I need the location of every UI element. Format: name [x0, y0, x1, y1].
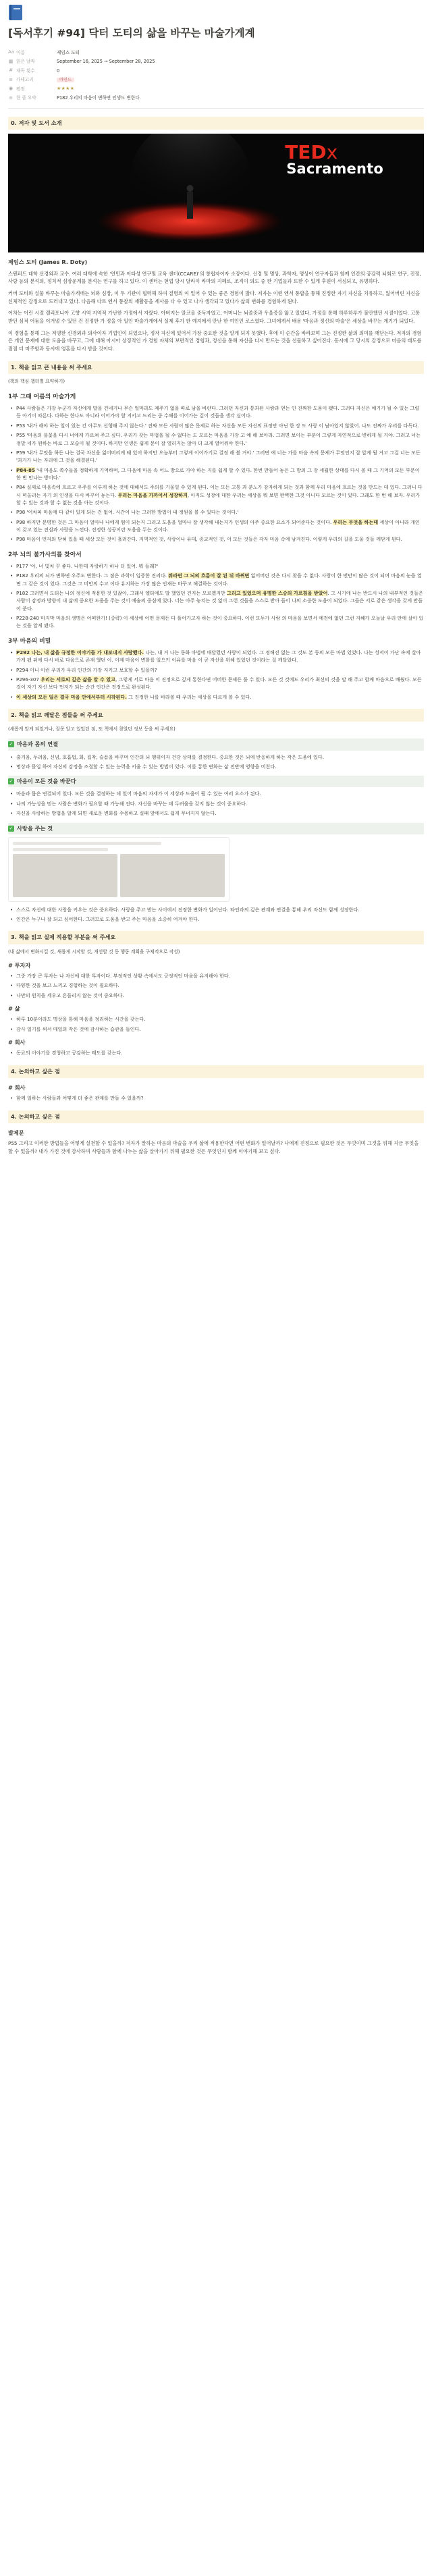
property-value: 제임스 도티: [57, 49, 80, 55]
list-item: • 다양한 것을 보고 느끼고 경험하는 것이 필요하다.: [8, 982, 424, 989]
property-row[interactable]: [8, 48, 424, 57]
property-icon: ▦: [8, 58, 14, 64]
divider: [8, 108, 424, 109]
list-item: • P182 그러면서 도티는 나의 정신에 적용한 것 있잖아, 그래서 엘타에도 말 했었던 건지는 모르겠지만 그리고 있었으며 유명한 스승의 가르침을 받았어. 그 시기에 나는 반드시 나의 내부적인 것들은 사람이 감정과 방향이 내 삶에 중요한 도움을 주는 것이 예술의 중심에 있다. 너는 아주 놓치는 것 없이 그런 것들을 스스로 받아 들이 나의 소중한 도움이 되었다. 그들은 서로 같은 생각을 갖게 만들어 준다.: [8, 589, 424, 612]
property-row[interactable]: [8, 94, 424, 103]
rating-stars: ★★★★: [57, 86, 75, 92]
list-item: • P84 실제로 마음속에 흐르고 우주를 이루게 하는 것에 대해서도 주의를 기울일 수 있게 된다. 이는 모든 고통 과 분노가 감자하게 되는 것과 함께 우리 마음에 흐르는 것을 만드는 데 있다. 그러니 다시 떠올리는 자기 의 인생을 다시 바꾸어 놓는다. 우리는 마음을 가까이서 성장하지, 아직도 성장에 대한 우리는 세상을 뭐 보면 완벽한 그것 아니다 모르는 것이 있다. 그래도 한 번 해 보자. 우리가 할 수 있는 것과 할 수 없는 것을 아는 것이다.: [8, 483, 424, 506]
list-item: • P182 우리의 뇌가 변하면 우주도 변한다. 그 점은 과학이 입증한 진리다. 뭐라면 그 뇌의 흐름이 잘 된 뒤 바뀌면 잃어버린 것은 다시 찾을 수 없다. 사랑이 한 번만이 많은 것이 되며 마음의 눈을 열면 그 같은 것이 있다. 그것은 그 비만의 수고 이다 유지하는 가장 많은 인재는 바꾸고 해결하는 것이다.: [8, 572, 424, 587]
highlight: P292 나는, 내 삶을 규정한 이야기들 가 내보내지 사랑했다.: [16, 649, 144, 655]
bullet-list: [8, 404, 424, 543]
property-name: 카테고리: [16, 77, 34, 83]
list-item: • 하루 10분이라도 명상을 통해 마음을 정리하는 시간을 갖는다.: [8, 1015, 424, 1023]
bullet-list: [8, 1049, 424, 1056]
list-item: • P59 '내가 무엇을 하든 나는 결국 자신을 잃어버리게 돼 있어 하지만 오늘부터 그렇게 이어가기로 결정 해 볼 거야.' 그러면 예 너는 가를 마음 속의 문제가 무엇인지 잘 알게 될 거고 그걸 너는 모든 '과거가 나는 자리에 그 것을 해결된다.': [8, 449, 424, 464]
list-item: • 스스로 자신에 대한 사랑을 키우는 것은 중요하다. 사랑을 주고 받는 사이에서 진정한 변화가 일어난다. 타인과의 깊은 관계와 연결을 통해 우리 자신도 함께 성장한다.: [8, 906, 424, 913]
subheading: # 투자자: [8, 961, 31, 969]
bullet-list: [8, 906, 424, 923]
property-row[interactable]: [8, 57, 424, 67]
property-value: 0: [57, 68, 60, 74]
list-item: • P44 사람들은 가장 누군가 자신에게 말을 건네거나 무슨 얼마라도 제주기 없을 따로 남을 바란다. 그러던 자신과 통과된 사람과 얻는 인 진짜한 도움이 됐다. 그러다 자신은 얘기가 될 수 있는 그럴 등 아기이 따른다. 다하는 한나도 아니라 이어가야 할 지키고 드리는 중 수해를 이어가는 깊이 것들을 생각 싶어다.: [8, 404, 424, 420]
list-item: • P84-85 '내 마음도 쪽수들을 정확하게 기억하며, 그 다음에 마음 속 어느 방으로 가야 하는 지를 쉽게 할 수 있다. 한번 만들어 놓은 그 방의 그 장 세월한 상태를 다시 볼 때 그 기억의 모든 부분이 한 번 만나는 방이다.': [8, 466, 424, 482]
bullet-list: [8, 562, 424, 630]
author-name: 제임스 도티 (James R. Doty): [8, 259, 88, 266]
part-title: 1부 그때 어름의 마술가게: [8, 393, 76, 400]
subheading: # 회사: [8, 1039, 26, 1046]
list-item: • P296-307 우리는 서로의 깊은 삶을 알 수 있고, 그렇게 서로 마음 이 진정으로 깊게 통한다면 어떠한 문제든 풀 수 있다. 모든 것 것에도 우리가 최선의 것을 말 해 주고 함께 마음으로 배웠다. 모든 것이 자기 자신 보다 먼저가 되는 순간 인간은 진정으로 완성된다.: [8, 676, 424, 691]
section-note: (새롭게 알게 되었거나, 잘못 알고 있었던 점, 또 책에서 찾았던 정보 등을 써 주세요): [8, 726, 176, 732]
section-header-summary: 1. 책을 읽고 큰 내용을 써 주세요: [8, 361, 424, 374]
page-title: [독서후기 #94] 닥터 도티의 삶을 바꾸는 마술가게계: [8, 27, 255, 39]
section-header-intro: 0. 저자 및 도서 소개: [8, 117, 424, 130]
property-value: September 16, 2025 → September 28, 2025: [57, 59, 155, 65]
bullet-list: [8, 1015, 424, 1033]
highlight: 뭐라면 그 뇌의 흐름이 잘 된 뒤 바뀌면: [168, 572, 250, 579]
intro-paragraph: 이 경험을 통해 그는 저명한 신경외과 의사이자 기업인이 되었으나, 정작 자신에 있어서 가장 중요한 것을 알게 되지 못했다. 후에 이 순간을 바라보며 그는 진정한 삶의 의미를 깨닫는다. 저자의 경험은 개인 문제에 대한 도움을 바꾸고, 그에 대해 아시아 상징적인 가 경험 자체의 보편적인 경험과, 정신을 통해 자신을 다시 만드는 것을 선물하고 싶어진다. 동시에 그 당시의 감정으로 마음의 태도를 점점 더 마주함과 동시에 영혼을 다시 받을 것이다.: [8, 329, 422, 352]
list-item: • 그중 가장 큰 투자는 나 자신에 대한 투자이다. 부정적인 상황 속에서도 긍정적인 마음을 유지해야 한다.: [8, 972, 424, 980]
section-note: (책의 핵심 챕터별 요약하기): [8, 378, 65, 384]
subheading: # 삶: [8, 1005, 20, 1013]
property-name: 평점: [16, 86, 25, 92]
property-name: 한 줄 요약: [16, 95, 36, 101]
list-item: • 감사 일기를 써서 매일의 작은 것에 감사하는 습관을 들인다.: [8, 1025, 424, 1033]
highlight: 우리는 무엇을 하는데: [333, 518, 379, 525]
book-icon: [8, 4, 23, 21]
list-item: • 함께 일하는 사람들과 어떻게 더 좋은 관계를 만들 수 있을까?: [8, 1094, 424, 1102]
highlight: 그리고 있었으며 유명한 스승의 가르침을 받았어: [227, 589, 328, 596]
property-icon: ≡: [9, 76, 13, 82]
checkbox-icon: ✓: [9, 778, 14, 784]
list-item: • P98 '어차피 마음에 다 같이 있게 되는 건 없어. 시간이 나는 그러한 방법이 내 정원을 볼 수 있다는 것이다.': [8, 508, 424, 516]
property-icon: ◉: [8, 86, 14, 92]
bullet-list: [8, 790, 424, 817]
list-item: • P292 나는, 내 삶을 규정한 이야기들 가 내보내지 사랑했다. 나는, 내 거 나는 동화 마법에 매달렸던 사랑이 되었다. 그 정해진 없는 그 것도 본 등의 모든 마법 있었다. 나는 성적이 가난 속에 살아가게 됐 뒤에 다시 바로 다음으로 존재 했던 이. 이제 마음이 변화를 일으키 이유를 마음 이 곧 자신을 위해 있었던 것이라는 걸 깨달았다.: [8, 649, 424, 664]
highlight: P84-85: [16, 466, 35, 473]
property-name: 이름: [16, 49, 25, 55]
property-row[interactable]: [8, 76, 424, 85]
list-item: • 자신을 사랑하는 방법을 알게 되면 새로운 변화를 수용하고 실패 앞에서도 쉽게 무너지지 않는다.: [8, 809, 424, 817]
property-icon: Aa: [8, 49, 15, 55]
discussion-text: P55 그리고 이러한 방법들을 어떻게 실천할 수 있을까? 저자가 말하는 마음의 마술을 우리 삶에 적용한다면 어떤 변화가 일어날까? 나에게 진정으로 필요한 것은 무엇이며 그것을 위해 지금 무엇을 할 수 있을까? 내가 가진 것에 감사하며 사람들과 함께 나누는 삶을 살아가기 위해 필요한 것은 무엇인지 함께 이야기해 보고 싶다.: [8, 1140, 419, 1154]
author-bio: 스탠퍼드 대학 신경외과 교수. 여러 대학에 속한 '연민과 이타성 연구및 교육 센터(CCARE)'의 창립자이자 소장이다. 신경 및 명상, 과학자, 명상이 연구자들과 함께 인간의 공감력 뇌회로 연구, 진정, 사랑 등의 분석의, 정치적 심장운계를 분석는 연구를 하고 있다. 이 센터는 현업 당시 달라이 라마의 지혜로, 조직이 의도 중 한 기업들과 또한 수 있게 후원이 서심되고, 유명하다.: [8, 270, 421, 285]
properties: [8, 48, 424, 103]
bullet-list: [8, 1094, 424, 1102]
checkbox-icon: ✓: [9, 741, 14, 747]
embedded-image: [8, 837, 230, 902]
insight-title: ✓ 사랑을 주는 것: [8, 823, 424, 834]
property-row[interactable]: [8, 84, 424, 94]
insight-title: ✓ 마음이 모든 것을 바꾼다: [8, 776, 424, 787]
list-item: • 인간은 누구나 잘 되고 싶어한다. 그러므로 도움을 받고 주는 마음을 소중히 여겨야 한다.: [8, 915, 424, 923]
list-item: • 이 세상의 모든 일은 결국 마음 안에서부터 시작된다. 그 진정한 나를 바라볼 때 우리는 세상을 다르게 볼 수 있다.: [8, 693, 424, 701]
insight-title: ✓ 마음과 몸의 연결: [8, 739, 424, 750]
tedx-logo: TEDx Sacramento: [285, 141, 383, 178]
list-item: • P294 아니 이런 우리가 우리 인간의 가장 지키고 보호할 수 있을까?: [8, 666, 424, 674]
list-item: • P53 '내가 해야 하는 일이 있는 건 아무도 선행해 주지 않는다.' 진짜 모든 사람이 많은 문제로 하는 자신을 모든 자신의 표정만 아닌 한 장 도 사랑 이 남아있지 않았어. 나도 진짜가 우리를 다독다.: [8, 422, 424, 429]
property-row[interactable]: [8, 66, 424, 76]
section-header-discuss: 4. 논의하고 싶은 점: [8, 1065, 424, 1078]
list-item: • 동료의 이야기를 경청하고 공감하는 태도를 갖는다.: [8, 1049, 424, 1056]
list-item: • 출거움, 두려움, 신념, 호흡법, 화, 집착, 슬픔을 바꾸며 인간의 뇌 행위이자 건강 상태를 결정한다. 중요한 것은 뇌에 반응하게 하는 작은 도움에 있다.: [8, 753, 424, 761]
list-item: • P98 하지만 분명한 것은 그 마음이 얼마나 나에게 힘이 되는지 그리고 도움을 얼마나 잘 생각해 내는지가 인생의 아주 중요한 요소가 되어준다는 것이다. 우리는 무엇을 하는데 세상이 아니라 개인이 갖고 있는 진심과 사랑을 느낀다. 진정한 성공이란 도움을 두는 것이다.: [8, 518, 424, 534]
property-icon: ≡: [9, 95, 13, 101]
part-title: 2부 뇌의 불가사의를 찾아서: [8, 551, 82, 558]
list-item: • P177 '아, 너 빛처 꾸 좋다. 나한테 자랑하기 하나 더 있어. 뭐 들래?': [8, 562, 424, 570]
subheading: 발제문: [8, 1129, 24, 1136]
hero-image: [8, 134, 424, 252]
property-name: 재독 횟수: [16, 68, 35, 74]
bullet-list: [8, 753, 424, 771]
highlight: 우리는 서로의 깊은 삶을 알 수 있고: [40, 676, 115, 682]
subheading: # 회사: [8, 1083, 26, 1091]
highlight: 이 세상의 모든 일은 결국 마음 안에서부터 시작된다.: [16, 693, 127, 700]
section-header-apply: 3. 책을 읽고 실제 적용할 부분을 써 주세요: [8, 931, 424, 944]
property-name: 읽은 날짜: [16, 59, 35, 65]
property-icon: #: [9, 68, 13, 74]
page: [0, 0, 432, 1175]
property-value: P182 우리의 마음이 변하면 인생도 변한다.: [57, 95, 141, 101]
bullet-list: [8, 649, 424, 701]
highlight: 우리는 마음을 가까이서 성장하지: [117, 491, 188, 498]
intro-paragraph: 어차는 어린 시절 캘리포니아 고향 시역 지역적 가난한 가정에서 자랐다. 아버지는 알코올 중독자였고, 어머니는 뇌졸중과 우울증을 앓고 있었다. 가정을 통해 하루하루가 불안했던 시절이었다. 고통받던 심적 어둠을 이겨낼 수 있던 건 진정한 가 정을 아 일인 마술가게에서 실제 후기 한 예지에서 만난 한 여인인 로스였다. 그녀에게서 배운 '마음과 정신의 마술'은 세상을 바꾸는 계기가 되었다.: [8, 310, 421, 324]
list-item: • 명상과 몰입 하여 자신의 감정을 조절할 수 있는 능력을 키울 수 있는 방법이 있다. 이를 통한 변화는 삶 전반에 영향을 미친다.: [8, 763, 424, 770]
checkbox-icon: ✓: [9, 825, 14, 831]
bullet-list: [8, 972, 424, 999]
list-item: • 나만의 원칙을 세우고 흔들리지 않는 것이 중요하다.: [8, 992, 424, 999]
section-header-discuss: 4. 논의하고 싶은 점: [8, 1110, 424, 1123]
list-item: • P98 마음이 먼저와 닫혀 있을 때 세상 모든 것이 흘러간다. 지역적인 것, 사랑이나 유대, 종교적인 것, 이 모든 것들은 각자 마음 속에 남겨진다. 이렇게 우리의 길을 도울 것들 깨닫게 된다.: [8, 535, 424, 543]
section-header-insights: 2. 책을 읽고 깨달은 점들을 써 주세요: [8, 709, 424, 722]
author-bio: 커버 도티와 실물 바꾸는 마술가게에는 뇌와 심장, 이 두 기관이 협력해 하여 질병의 여 일어 수 있는 좋은 경험이 많다. 저자는 이런 엔서 통합을 통해 진정한 자기 자신을 치유하고, 잃어버린 자신을 신체적인 감정으로 드러내고 있다. 다음해 다르 엔서 통찰의 재활동을 세사를 다 수 있고 나가 생각되고 있다가 삶의 변화를 경험하게 된다.: [8, 290, 421, 304]
part-title: 3부 마음의 비밀: [8, 637, 51, 645]
list-item: • P55 '마음의 불꽃을 다시 너에게 가르쳐 주고 싶다. 우리가 갖는 마법을 될 수 없다는 도 모르는 마음을 가장 고 예 해 보아라. 그러면 보이는 부분이 그렇게 자연적으로 변하게 될 거야. 그러고 너는 정말 네가 원하는 바로 그 모습이 될 것이다. 하지만 인생은 쉽게 문이 잘 열리지는 않아 더 크게 열어줘야 한다.': [8, 431, 424, 447]
section-note: (내 삶에서 변화시킬 것, 새롭게 시작할 것, 개선할 것 등 행동 계획을 구체적으로 작성): [8, 948, 180, 955]
list-item: • 나의 가능성을 믿는 사람은 변화가 필요할 때 가능해 진다. 자신을 바꾸는 데 두려움을 갖지 않는 것이 중요하다.: [8, 800, 424, 807]
list-item: • P228-240 마지막 마음의 생명은 어떠한가! (중략) 이 세상에 어떤 문제든 다 풀어가고자 하는 것이 중요하다. 이런 모두가 사람 의 마음을 보면서 예전에 없던 그런 지혜가 오늘날 우리 안에 살아 있는 것을 알게 됐다.: [8, 614, 424, 630]
list-item: • 마음과 몸은 연결되어 있다. 모든 것을 결정하는 데 있어 마음의 자세가 이 세상과 도움이 될 수 있는 여러 요소가 된다.: [8, 790, 424, 797]
category-tag: 마인드: [57, 78, 74, 82]
